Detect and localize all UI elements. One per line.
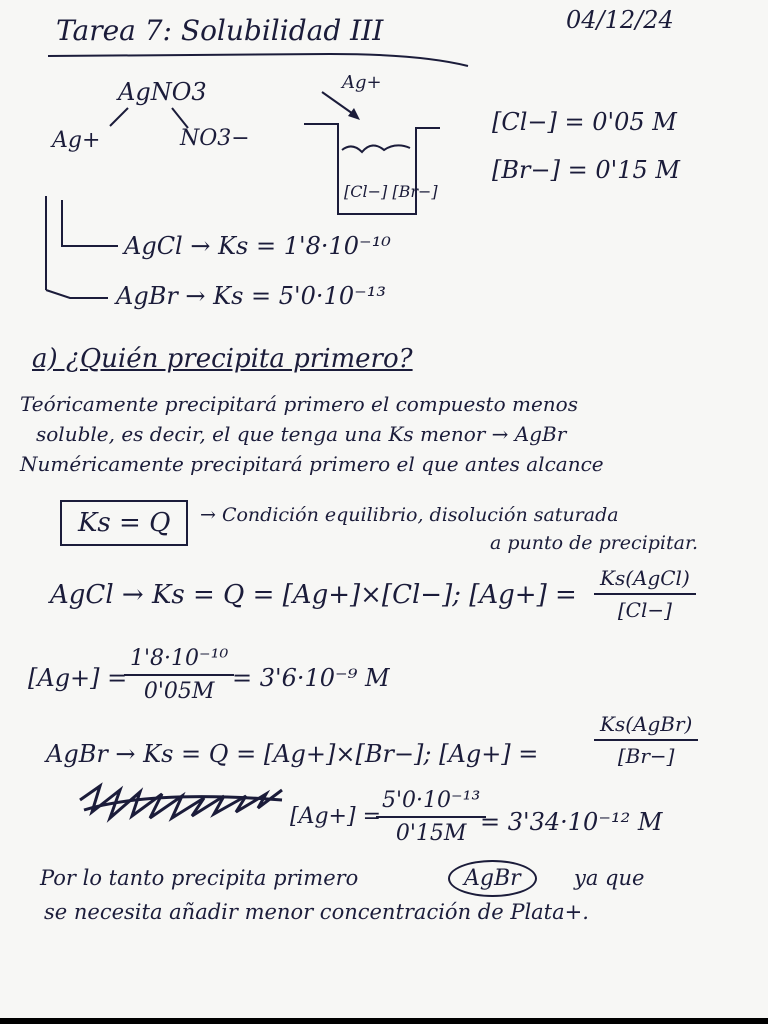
agcl-result: = 3'6·10⁻⁹ M — [232, 664, 390, 692]
agbr-equation: AgBr → Ks = Q = [Ag+]×[Br−]; [Ag+] = — [46, 740, 539, 768]
added-ion: Ag+ — [342, 72, 382, 93]
boxed-equation: Ks = Q — [60, 500, 188, 546]
chloride-concentration: [Cl−] = 0'05 M — [492, 108, 677, 136]
agcl-value-den: 0'05M — [143, 679, 215, 704]
conclusion-line2: se necesita añadir menor concentración de Plata+. — [44, 900, 589, 924]
page-title: Tarea 7: Solubilidad III — [56, 14, 384, 47]
agbr-value-den: 0'15M — [395, 821, 467, 846]
conclusion-line1-start: Por lo tanto precipita primero — [40, 866, 359, 890]
salt-formula: AgNO3 — [118, 78, 207, 106]
circled-answer: AgBr — [448, 860, 537, 897]
anion-label: NO3− — [180, 126, 250, 151]
conclusion-line1-end: ya que — [574, 866, 645, 890]
agcl-equation: AgCl → Ks = Q = [Ag+]×[Cl−]; [Ag+] = — [50, 580, 577, 610]
agcl-ag-label: [Ag+] = — [28, 664, 128, 692]
bullet-theoretical-line1: Teóricamente precipitará primero el compuesto menos — [20, 392, 578, 416]
cation-label: Ag+ — [52, 128, 101, 153]
page-bottom-edge — [0, 1018, 768, 1024]
bullet-numerical-line1: Numéricamente precipitará primero el que antes alcance — [20, 452, 604, 476]
question-title: a) ¿Quién precipita primero? — [32, 344, 413, 374]
agbr-value-fraction — [376, 788, 486, 846]
beaker-label: [Cl−] [Br−] — [344, 182, 438, 201]
agcl-fraction-den: [Cl−] — [617, 598, 672, 622]
agbr-ks: AgBr → Ks = 5'0·10⁻¹³ — [116, 282, 386, 310]
agbr-result: = 3'34·10⁻¹² M — [480, 808, 663, 836]
equilibrium-note-2: a punto de precipitar. — [490, 532, 699, 554]
agcl-value-num: 1'8·10⁻¹⁰ — [130, 646, 229, 671]
agcl-ks: AgCl → Ks = 1'8·10⁻¹⁰ — [124, 232, 391, 260]
agbr-value-num: 5'0·10⁻¹³ — [382, 788, 481, 813]
agcl-fraction-num: Ks(AgCl) — [600, 566, 690, 590]
agbr-ag-label: [Ag+] = — [290, 804, 381, 829]
page-date: 04/12/24 — [566, 6, 674, 34]
equilibrium-note: → Condición equilibrio, disolución saturada — [200, 504, 619, 526]
bullet-theoretical-line2: soluble, es decir, el que tenga una Ks menor → AgBr — [36, 422, 567, 446]
agbr-fraction-num: Ks(AgBr) — [600, 712, 693, 736]
bromide-concentration: [Br−] = 0'15 M — [492, 156, 680, 184]
agbr-fraction-den: [Br−] — [617, 744, 675, 768]
